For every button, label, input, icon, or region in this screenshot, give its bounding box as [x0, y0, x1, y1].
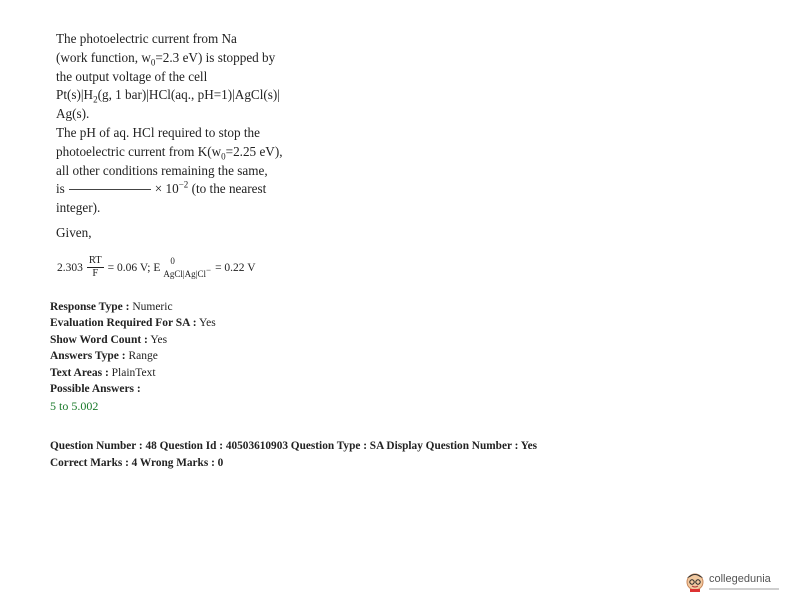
superscript: − — [205, 264, 212, 275]
text: =2.25 eV), — [225, 143, 283, 159]
meta-row — [50, 333, 167, 347]
text: (to the nearest — [188, 181, 267, 197]
logo-name: collegedunia — [709, 572, 771, 585]
meta-label: Answers Type : — [50, 350, 126, 362]
text: (work function, w — [56, 49, 151, 65]
meta-row — [50, 316, 216, 330]
meta-value: Numeric — [132, 301, 173, 313]
mascot-icon — [684, 570, 706, 592]
numerator: RT — [88, 255, 102, 266]
subscript: 0 — [150, 57, 156, 68]
formula-text: = 0.22 V — [215, 261, 256, 274]
cell-notation-end — [56, 105, 296, 124]
text: =2.3 eV) is stopped by — [155, 49, 276, 65]
subscript: 0 — [221, 151, 226, 162]
meta-row — [50, 300, 173, 314]
text: the output voltage of the cell — [56, 68, 208, 84]
cell-notation — [56, 86, 296, 105]
text: is — [56, 181, 65, 197]
text: The photoelectric current from Na — [56, 31, 237, 46]
logo-tagline-bar — [709, 588, 779, 590]
question-line — [56, 124, 296, 143]
question-text — [56, 30, 296, 243]
text: Ag(s). — [56, 106, 90, 122]
text: Given, — [56, 224, 92, 240]
superscript: 0 — [170, 255, 175, 266]
denominator: F — [92, 268, 99, 279]
meta-row — [50, 382, 141, 396]
meta-label: Show Word Count : — [50, 334, 148, 346]
electrode-potential — [163, 255, 212, 279]
meta-row — [50, 349, 158, 363]
superscript: −2 — [178, 179, 189, 190]
marks-info: Correct Marks : 4 Wrong Marks : 0 — [50, 457, 224, 469]
answer-blank — [69, 189, 151, 190]
question-line — [56, 68, 296, 87]
question-line — [56, 162, 296, 181]
logo-text — [709, 573, 779, 590]
text: (g, 1 bar)|HCl(aq., pH=1)|AgCl(s)| — [97, 87, 280, 103]
meta-value: Range — [128, 350, 158, 362]
given-formula — [57, 255, 256, 280]
meta-row — [50, 366, 156, 380]
possible-answer: 5 to 5.002 — [50, 399, 99, 413]
question-line — [56, 180, 296, 199]
text: AgCl|Ag|Cl — [163, 268, 206, 279]
text: photoelectric current from K(w — [56, 143, 222, 159]
question-line — [56, 30, 296, 49]
text: Pt(s)|H — [56, 87, 94, 103]
meta-value: Yes — [150, 334, 168, 346]
meta-label: Text Areas : — [50, 367, 109, 379]
meta-value: PlainText — [111, 367, 156, 379]
next-question-header — [50, 438, 537, 472]
meta-label: Evaluation Required For SA : — [50, 317, 197, 329]
given-label — [56, 224, 296, 243]
question-line — [56, 49, 296, 68]
electrode-subscript — [163, 264, 212, 279]
text: integer). — [56, 200, 101, 216]
collegedunia-logo — [684, 566, 788, 596]
fraction — [87, 255, 104, 280]
meta-value: Yes — [199, 317, 216, 329]
text: The pH of aq. HCl required to stop the — [56, 124, 260, 140]
question-info: Question Number : 48 Question Id : 40503610903 Question Type : SA Display Question Number : Yes — [50, 440, 538, 452]
text: all other conditions remaining the same, — [56, 162, 268, 178]
formula-text: = 0.06 V; E — [107, 261, 161, 274]
meta-label: Response Type : — [50, 301, 130, 313]
question-line — [56, 143, 296, 162]
text: × 10 — [154, 181, 179, 197]
coefficient: 2.303 — [57, 261, 83, 274]
question-line — [56, 199, 296, 218]
meta-label: Possible Answers : — [50, 383, 141, 395]
subscript: 2 — [93, 95, 98, 106]
